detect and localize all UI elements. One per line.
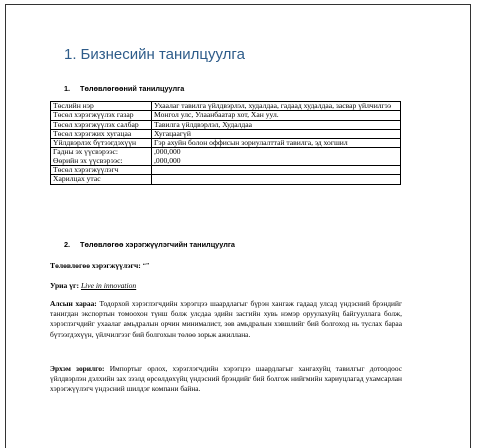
strategy-text: Импортыг орлох, хэрэглэгчдийн хэрэгцээ шаардлагыг хангахуйц тавилгыг дотоодоос үйлдвэрлэн дэлхийн зах зээлд өрсөлдөхүйц үндэсний брэндийг бий болгож нийгмийн хариуцлагад ухамсарлан хэрэгжүүлэгч үндэсний шилдэг компани байна. bbox=[50, 364, 402, 394]
implementer-label: Төлөвлөгөө хэрэгжүүлэгч: bbox=[50, 261, 141, 270]
motto-value: Live in innovation bbox=[80, 281, 137, 290]
table-cell-value: ,000,000 ,000,000 bbox=[152, 148, 401, 166]
table-cell-label: Төсөл хэрэгжүүлэгч bbox=[51, 166, 152, 175]
subsection-title: Төлөвлөгөөний танилцуулга bbox=[80, 84, 185, 93]
section-number: 1. bbox=[64, 46, 77, 63]
subsection-number: 2. bbox=[64, 240, 71, 249]
table-cell-label: Үйлдвэрлэх бүтээгдэхүүн bbox=[51, 139, 152, 148]
table-cell-value: Монгол улс, Улаанбаатар хот, Хан уул. bbox=[152, 111, 401, 120]
motto-line bbox=[50, 281, 136, 290]
table-row bbox=[51, 111, 401, 120]
table-cell-value: Хугацаагүй bbox=[152, 129, 401, 138]
section-heading bbox=[64, 46, 245, 63]
table-cell-value: Ухаалаг тавилга үйлдвэрлэл, худалдаа, гадаад худалдаа, засвар үйлчилгээ bbox=[152, 102, 401, 111]
section-title: Бизнесийн танилцуулга bbox=[80, 46, 245, 63]
table-cell-label: Төсөл хэрэгжүүлэх газар bbox=[51, 111, 152, 120]
table-cell-label: Төсөл хэрэгжих хугацаа bbox=[51, 129, 152, 138]
implementer-value: “” bbox=[142, 261, 150, 270]
subsection-title: Төлөвлөгөө хэрэгжүүлэгчийн танилцуулга bbox=[80, 240, 235, 249]
table-cell-label: Харилцах утас bbox=[51, 175, 152, 184]
mission-text: Тодорхой хэрэглэгчдийн хэрэгцээ шаардлагыг бүрэн хангаж гадаад улсад үндэсний брэндийг танигдан экспортын томоохон түнш болж улсдаа эдийн засгийн хувь нэмэр оруулахуйц байгууллага болж, хэрэглэгчдийг ухаалаг амьдралын орчин минималист, зөв амьдралын хэвшлийг бий болгоход нь туслах бараа бүтээгдэхүүн, үйлчилгээг бий болгохын төлөө зорьж ажиллана. bbox=[50, 299, 402, 339]
subsection-heading-2 bbox=[64, 240, 235, 249]
table-cell-value bbox=[152, 175, 401, 184]
table-cell-value: Тавилга үйлдвэрлэл, Худалдаа bbox=[152, 120, 401, 129]
table-row bbox=[51, 166, 401, 175]
implementer-line bbox=[50, 261, 149, 270]
motto-label: Уриа үг: bbox=[50, 281, 80, 290]
strategy-label: Эрхэм зорилго: bbox=[50, 364, 105, 373]
project-info-table bbox=[50, 101, 401, 185]
table-row bbox=[51, 120, 401, 129]
table-cell-value: Гэр ахуйн болон оффисын зориулалттай тавилга, эд хогшил bbox=[152, 139, 401, 148]
subsection-heading-1 bbox=[64, 84, 184, 93]
subsection-number: 1. bbox=[64, 84, 71, 93]
table-row bbox=[51, 175, 401, 184]
table-cell-label: Төслийн нэр bbox=[51, 102, 152, 111]
mission-label: Алсын харaa: bbox=[50, 299, 97, 308]
strategy-paragraph bbox=[50, 364, 402, 395]
table-row bbox=[51, 148, 401, 166]
table-cell-label: Төсөл хэрэгжүүлэх салбар bbox=[51, 120, 152, 129]
table-cell-value bbox=[152, 166, 401, 175]
mission-paragraph bbox=[50, 299, 402, 340]
table-cell-label: Гадны эх үүсвэрээс: Өөрийн эх үүсвэрээс: bbox=[51, 148, 152, 166]
